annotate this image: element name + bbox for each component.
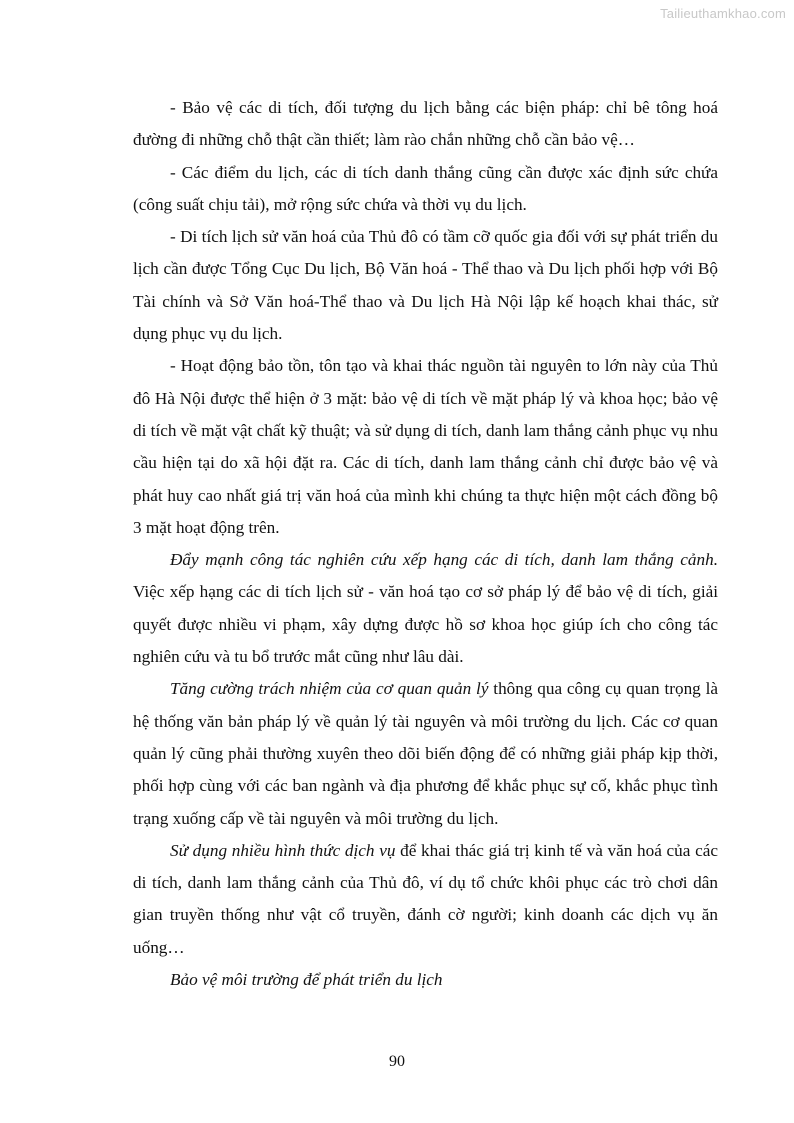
paragraph-1 [133, 92, 718, 157]
watermark-text: Tailieuthamkhao.com [660, 6, 786, 21]
paragraph-text: - Bảo vệ các di tích, đối tượng du lịch bằng các biện pháp: chỉ bê tông hoá đường đi những chỗ thật cần thiết; làm rào chắn những chỗ cần bảo vệ… [133, 98, 718, 150]
paragraph-2 [133, 157, 718, 222]
paragraph-7 [133, 835, 718, 964]
document-body [133, 92, 718, 996]
paragraph-3 [133, 221, 718, 350]
paragraph-text: thông qua công cụ quan trọng là hệ thống văn bản pháp lý về quản lý tài nguyên và môi trường du lịch. Các cơ quan quản lý cũng phải thường xuyên theo dõi biến động để có những giải pháp kịp thời, phối hợp cùng với các ban ngành và địa phương để khắc phục sự cố, khắc phục tình trạng xuống cấp về tài nguyên và môi trường du lịch. [133, 679, 718, 828]
paragraph-text: - Di tích lịch sử văn hoá của Thủ đô có tầm cỡ quốc gia đối với sự phát triển du lịch cần được Tổng Cục Du lịch, Bộ Văn hoá - Thể thao và Du lịch phối hợp với Bộ Tài chính và Sở Văn hoá-Thể thao và Du lịch Hà Nội lập kế hoạch khai thác, sử dụng phục vụ du lịch. [133, 227, 718, 344]
paragraph-text: Việc xếp hạng các di tích lịch sử - văn hoá tạo cơ sở pháp lý để bảo vệ di tích, giải quyết được nhiều vi phạm, xây dựng được hồ sơ khoa học giúp ích cho công tác nghiên cứu và tu bổ trước mắt cũng như lâu dài. [133, 582, 718, 667]
page-number: 90 [389, 1053, 405, 1070]
paragraph-text: để khai thác giá trị kinh tế và văn hoá của các di tích, danh lam thắng cảnh của Thủ đô, ví dụ tổ chức khôi phục các trò chơi dân gian truyền thống như vật cổ truyền, đánh cờ người; kinh doanh các dịch vụ ăn uống… [133, 840, 718, 957]
paragraph-lead: Tăng cường trách nhiệm của cơ quan quản lý [170, 679, 489, 699]
paragraph-6 [133, 673, 718, 834]
paragraph-lead: Bảo vệ môi trường để phát triển du lịch [170, 970, 443, 990]
paragraph-5 [133, 544, 718, 673]
paragraph-lead: Đẩy mạnh công tác nghiên cứu xếp hạng các di tích, danh lam thắng cảnh. [170, 550, 718, 570]
paragraph-4 [133, 350, 718, 544]
paragraph-lead: Sử dụng nhiều hình thức dịch vụ [170, 840, 396, 860]
paragraph-8 [133, 964, 718, 996]
paragraph-text: - Hoạt động bảo tồn, tôn tạo và khai thác nguồn tài nguyên to lớn này của Thủ đô Hà Nội được thể hiện ở 3 mặt: bảo vệ di tích về mặt pháp lý và khoa học; bảo vệ di tích về mặt vật chất kỹ thuật; và sử dụng di tích, danh lam thắng cảnh phục vụ nhu cầu hiện tại do xã hội đặt ra. Các di tích, danh lam thắng cảnh chỉ được bảo vệ và phát huy cao nhất giá trị văn hoá của mình khi chúng ta thực hiện một cách đồng bộ 3 mặt hoạt động trên. [133, 356, 718, 537]
paragraph-text: - Các điểm du lịch, các di tích danh thắng cũng cần được xác định sức chứa (công suất chịu tải), mở rộng sức chứa và thời vụ du lịch. [133, 162, 718, 214]
